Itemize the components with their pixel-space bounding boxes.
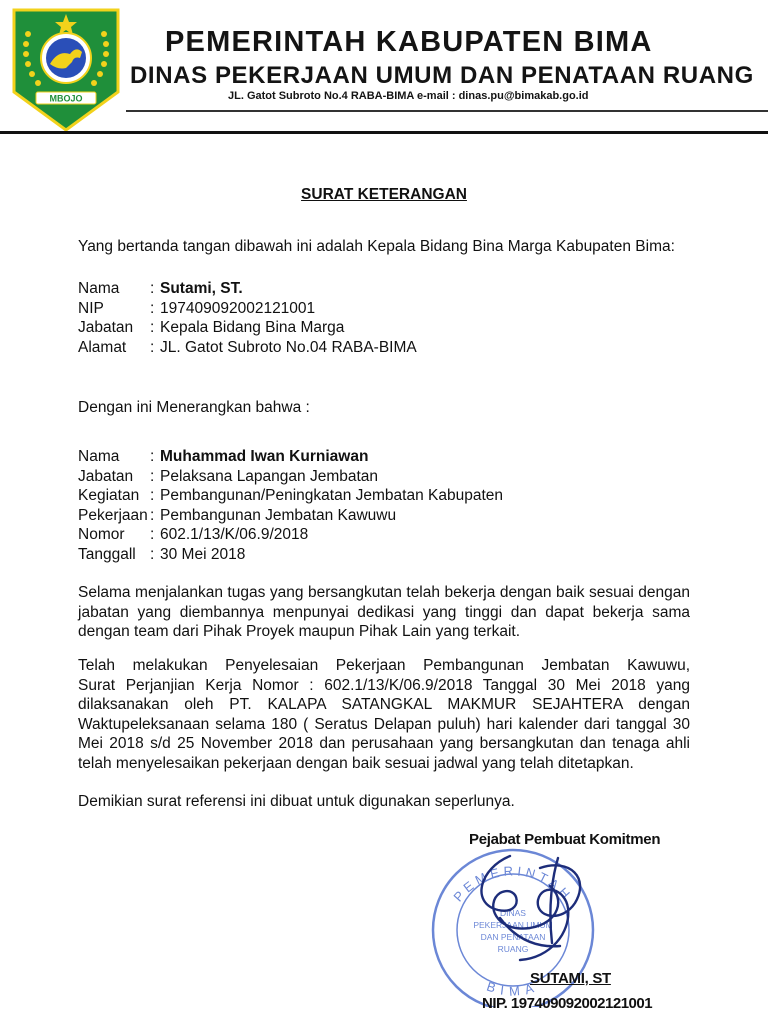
- signer-field-nip: [78, 299, 417, 319]
- subject-field-date: [78, 545, 503, 565]
- field-value: Kepala Bidang Bina Marga: [160, 319, 345, 336]
- field-colon: :: [150, 448, 155, 465]
- paragraph-line: jabatan yang diembannya menpunyai dedikasi yang tinggi dan dapat bekerja sama: [78, 603, 690, 621]
- document-title: SURAT KETERANGAN: [301, 186, 467, 203]
- signer-field-address: [78, 338, 417, 358]
- subject-fields: [78, 447, 503, 564]
- field-label: Kegiatan: [78, 487, 140, 504]
- paragraph-line: Mei 2018 s/d 25 November 2018 dan perusahaan yang bersangkutan dan tenaga ahli: [78, 735, 690, 752]
- signer-fields: [78, 279, 417, 357]
- paragraph-line: telah menyelesaikan pekerjaan dengan baik sesuai jadwal yang telah ditetapkan.: [78, 754, 634, 772]
- bima-regency-logo: [10, 6, 122, 134]
- field-label: Alamat: [78, 338, 127, 356]
- agency-address: JL. Gatot Subroto No.4 RABA-BIMA e-mail : dinas.pu@bimakab.go.id: [228, 90, 589, 102]
- field-label: Jabatan: [78, 467, 134, 485]
- field-colon: :: [150, 545, 155, 563]
- declaration-sentence: Dengan ini Menerangkan bahwa :: [78, 399, 310, 416]
- field-value: Pelaksana Lapangan Jembatan: [160, 467, 379, 485]
- signatory-nip: NIP. 197409092002121001: [482, 995, 653, 1012]
- signer-field-name: [78, 279, 417, 299]
- paragraph-line: Selama menjalankan tugas yang bersangkutan telah bekerja dengan baik sesuai dengan: [78, 584, 690, 601]
- svg-text:PEKERJAAN UMUM: PEKERJAAN UMUM: [473, 920, 553, 930]
- field-label: Tanggall: [78, 545, 136, 563]
- svg-text:MBOJO: MBOJO: [49, 93, 83, 104]
- field-colon: :: [150, 338, 155, 356]
- subject-field-position: [78, 467, 503, 487]
- signer-field-position: [78, 318, 417, 338]
- paragraph-performance: [78, 583, 690, 642]
- field-value: Pembangunan Jembatan Kawuwu: [160, 506, 397, 524]
- subject-field-number: [78, 525, 503, 545]
- paragraph-line: dilaksanakan oleh PT. KALAPA SATANGKAL MAKMUR SEJAHTERA dengan: [78, 696, 690, 713]
- subject-field-activity: [78, 486, 503, 506]
- letterhead-rule-thin: [126, 110, 768, 112]
- department-title: DINAS PEKERJAAN UMUM DAN PENATAAN RUANG: [130, 62, 754, 89]
- subject-field-name: [78, 447, 503, 467]
- paragraph-line: Surat Perjanjian Kerja Nomor : 602.1/13/K/06.9/2018 Tanggal 30 Mei 2018 yang: [78, 676, 690, 694]
- field-value: 602.1/13/K/06.9/2018: [160, 526, 309, 543]
- field-value: Pembangunan/Peningkatan Jembatan Kabupaten: [160, 487, 503, 504]
- field-value: Muhammad Iwan Kurniawan: [160, 448, 369, 465]
- paragraph-completion: [78, 656, 690, 773]
- field-colon: :: [150, 467, 155, 485]
- field-colon: :: [150, 506, 155, 524]
- paragraph-line: Telah melakukan Penyelesaian Pekerjaan Pembangunan Jembatan Kawuwu,: [78, 657, 690, 674]
- field-label: NIP: [78, 299, 104, 317]
- field-colon: :: [150, 319, 155, 336]
- field-label: Nama: [78, 448, 120, 465]
- agency-title: PEMERINTAH KABUPATEN BIMA: [165, 26, 653, 58]
- letterhead-rule-thick: [0, 131, 768, 134]
- field-colon: :: [150, 526, 155, 543]
- field-colon: :: [150, 299, 155, 317]
- handwritten-signature: [440, 848, 610, 968]
- letterhead: [0, 0, 768, 135]
- subject-field-work: [78, 506, 503, 526]
- field-label: Jabatan: [78, 319, 134, 336]
- paragraph-line: Waktupeleksanaan selama 180 ( Seratus Delapan puluh) hari kalender dari tanggal 30: [78, 715, 690, 733]
- field-label: Nomor: [78, 526, 125, 543]
- field-colon: :: [150, 280, 155, 297]
- svg-text:RUANG: RUANG: [497, 944, 529, 954]
- field-colon: :: [150, 487, 155, 504]
- field-value: 30 Mei 2018: [160, 545, 246, 563]
- svg-text:BIMA: BIMA: [484, 978, 542, 999]
- field-value: 197409092002121001: [160, 299, 316, 317]
- field-value: JL. Gatot Subroto No.04 RABA-BIMA: [160, 338, 417, 356]
- svg-text:DINAS: DINAS: [500, 908, 526, 918]
- field-value: Sutami, ST.: [160, 280, 243, 297]
- svg-text:DAN PENATAAN: DAN PENATAAN: [480, 932, 546, 942]
- field-label: Pekerjaan: [78, 506, 148, 524]
- paragraph-line: dengan team dari Pihak Proyek maupun Pihak Lain yang terkait.: [78, 623, 521, 640]
- signatory-name: SUTAMI, ST: [530, 970, 611, 987]
- closing-sentence: Demikian surat referensi ini dibuat untuk digunakan seperlunya.: [78, 793, 515, 810]
- opening-sentence: Yang bertanda tangan dibawah ini adalah Kepala Bidang Bina Marga Kabupaten Bima:: [78, 238, 675, 255]
- field-label: Nama: [78, 280, 120, 297]
- signatory-title: Pejabat Pembuat Komitmen: [469, 831, 661, 848]
- svg-text:PEMERINTAH: PEMERINTAH: [450, 863, 576, 905]
